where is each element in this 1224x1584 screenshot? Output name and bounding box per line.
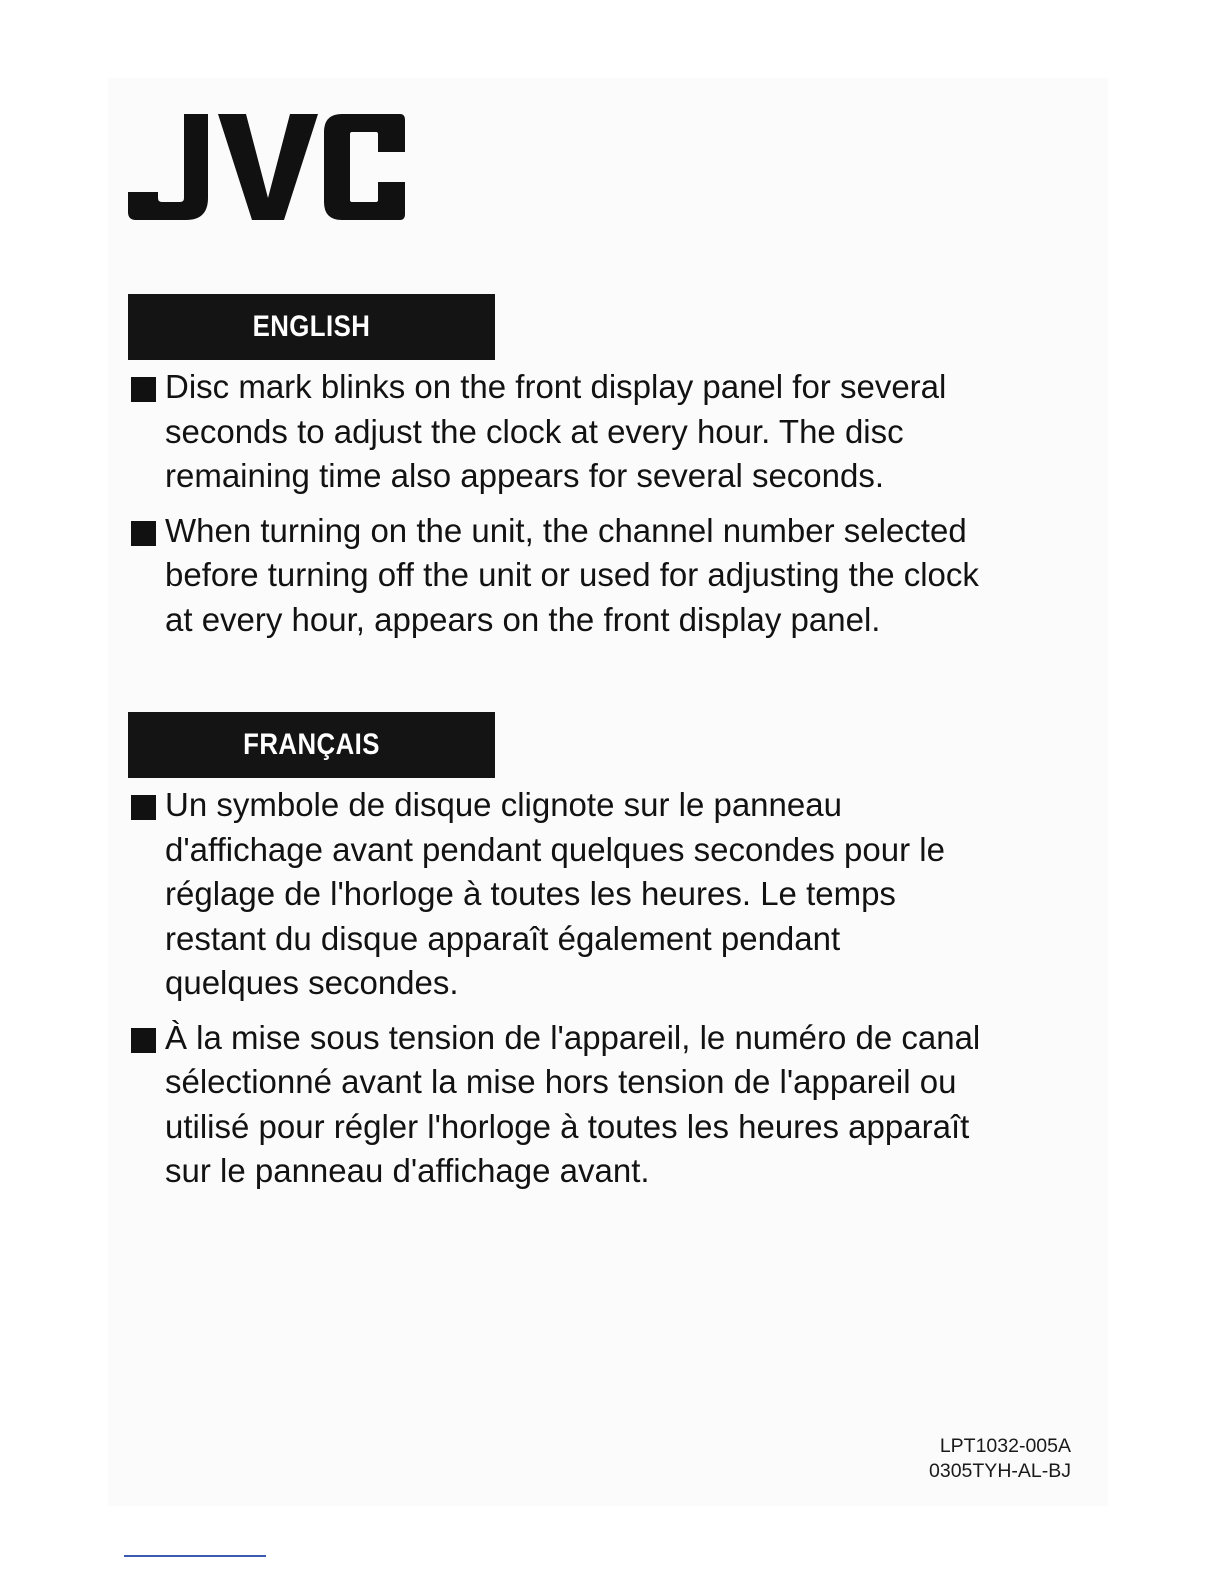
bullet-square-icon xyxy=(131,377,156,402)
text-line: utilisé pour régler l'horloge à toutes les heures apparaît xyxy=(165,1107,970,1145)
bullet-square-icon xyxy=(131,795,156,820)
text-line: sélectionné avant la mise hors tension de l'appareil ou xyxy=(165,1063,957,1100)
english-bullet-list xyxy=(128,365,1068,642)
french-heading-label: FRANÇAIS xyxy=(243,728,380,761)
text-line: Disc mark blinks on the front display panel for several xyxy=(165,368,947,405)
text-line: remaining time also appears for several seconds. xyxy=(165,457,885,494)
list-item xyxy=(128,509,1068,643)
jvc-logo xyxy=(128,112,406,224)
list-item xyxy=(128,783,1068,1006)
english-heading xyxy=(128,294,495,360)
text-line: restant du disque apparaît également pendant xyxy=(165,919,841,957)
french-heading xyxy=(128,712,495,778)
list-item xyxy=(128,1016,1068,1194)
list-item xyxy=(128,365,1068,499)
text-line: d'affichage avant pendant quelques secondes pour le xyxy=(165,830,945,868)
text-line: at every hour, appears on the front display panel. xyxy=(165,600,881,638)
text-line: réglage de l'horloge à toutes les heures. Le temps xyxy=(165,875,896,912)
bottom-rule xyxy=(124,1555,266,1557)
text-line: quelques secondes. xyxy=(165,964,459,1001)
text-line: seconds to adjust the clock at every hour. The disc xyxy=(165,412,904,450)
bullet-square-icon xyxy=(131,521,156,546)
french-bullet-list xyxy=(128,783,1068,1194)
text-line: sur le panneau d'affichage avant. xyxy=(165,1152,650,1189)
text-line: When turning on the unit, the channel number selected xyxy=(165,511,967,549)
english-heading-label: ENGLISH xyxy=(252,310,371,343)
part-number: LPT1032-005A xyxy=(939,1435,1071,1457)
document-codes xyxy=(929,1434,1071,1484)
text-line: before turning off the unit or used for adjusting the clock xyxy=(165,556,979,593)
print-code: 0305TYH-AL-BJ xyxy=(929,1460,1071,1482)
bullet-square-icon xyxy=(131,1028,156,1053)
text-line: Un symbole de disque clignote sur le panneau xyxy=(165,786,842,823)
text-line: À la mise sous tension de l'appareil, le numéro de canal xyxy=(165,1018,981,1056)
